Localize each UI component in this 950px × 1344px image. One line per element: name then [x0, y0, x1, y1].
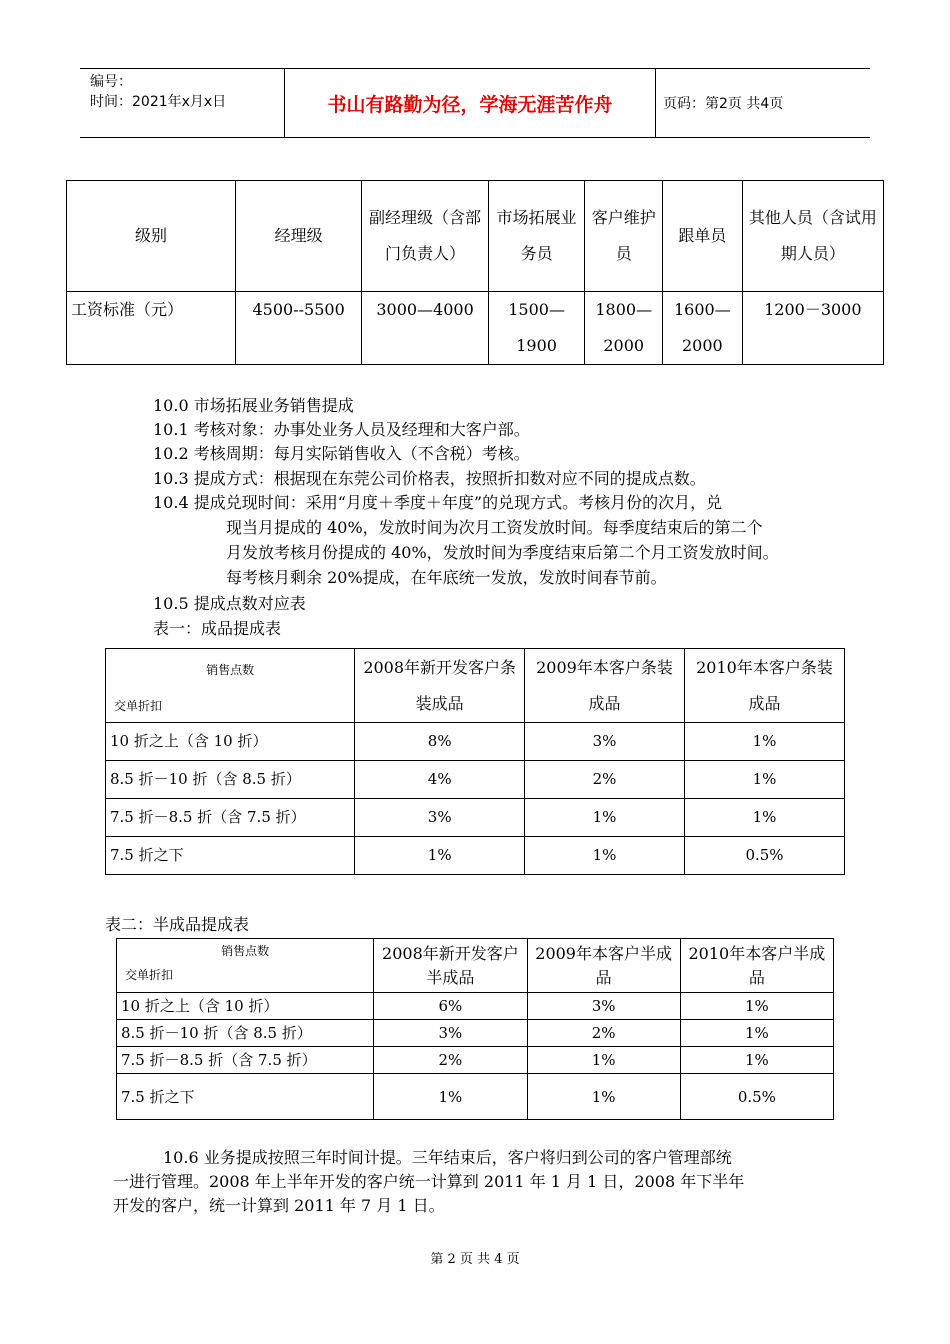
number-label: 编号：	[90, 74, 132, 90]
page-footer: 第 2 页 共 4 页	[430, 1252, 520, 1267]
table2-cell: 0.5%	[680, 1074, 833, 1120]
section-10-0: 10.0 市场拓展业务销售提成	[153, 396, 354, 415]
table1-cell: 3%	[525, 723, 685, 761]
salary-row-label: 工资标准（元）	[67, 292, 236, 365]
table1-corner-cell	[106, 649, 355, 723]
table1-cell: 8%	[355, 723, 525, 761]
section-10-2: 10.2 考核周期：每月实际销售收入（不含税）考核。	[153, 444, 530, 463]
section-10-4-line1: 10.4 提成兑现时间：采用“月度＋季度＋年度”的兑现方式。考核月份的次月，兑	[153, 493, 723, 512]
table-row	[117, 1047, 834, 1074]
table1-header-cell: 2008年新开发客户条装成品	[355, 649, 525, 723]
section-10-6-line2: 一进行管理。2008 年上半年开发的客户统一计算到 2011 年 1 月 1 日，2008 年下半年	[113, 1172, 745, 1191]
salary-value-cell: 1200－3000	[742, 292, 883, 365]
table-row	[117, 993, 834, 1020]
table2-row-label: 10 折之上（含 10 折）	[117, 993, 374, 1020]
table-row	[106, 761, 845, 799]
table-row	[117, 1074, 834, 1120]
table1-cell: 1%	[684, 761, 844, 799]
table2-corner-cell	[117, 939, 374, 993]
table2-row-label: 7.5 折－8.5 折（含 7.5 折）	[117, 1047, 374, 1074]
table1-cell: 3%	[355, 799, 525, 837]
salary-header-cell: 其他人员（含试用期人员）	[742, 181, 883, 292]
table1-header-cell: 2010年本客户条装成品	[684, 649, 844, 723]
salary-value-cell: 1600—2000	[662, 292, 742, 365]
table1-corner-top: 销售点数	[206, 663, 255, 677]
section-10-6-line3: 开发的客户，统一计算到 2011 年 7 月 1 日。	[113, 1196, 445, 1215]
commission-table-semi-finished	[116, 938, 834, 1120]
table2-cell: 2%	[527, 1020, 680, 1047]
table2-corner-top: 销售点数	[221, 944, 270, 958]
salary-value-cell: 1500—1900	[488, 292, 585, 365]
table2-row-label: 7.5 折之下	[117, 1074, 374, 1120]
table1-cell: 0.5%	[684, 837, 844, 875]
section-10-6-line1: 10.6 业务提成按照三年时间计提。三年结束后，客户将归到公司的客户管理部统	[163, 1148, 732, 1167]
table2-cell: 1%	[680, 993, 833, 1020]
section-10-1: 10.1 考核对象：办事处业务人员及经理和大客户部。	[153, 420, 530, 439]
table1-cell: 1%	[525, 837, 685, 875]
section-10-5: 10.5 提成点数对应表	[153, 594, 306, 613]
section-10-4-line4: 每考核月剩余 20%提成，在年底统一发放，发放时间春节前。	[226, 568, 667, 587]
table1-cell: 1%	[684, 799, 844, 837]
table2-cell: 1%	[374, 1074, 527, 1120]
salary-value-cell: 4500--5500	[235, 292, 361, 365]
table-row	[106, 837, 845, 875]
table2-header-cell: 2008年新开发客户半成品	[374, 939, 527, 993]
table2-cell: 1%	[527, 1074, 680, 1120]
table2-title: 表二：半成品提成表	[105, 915, 250, 934]
salary-header-cell: 副经理级（含部门负责人）	[362, 181, 488, 292]
table1-row-label: 8.5 折－10 折（含 8.5 折）	[106, 761, 355, 799]
section-10-4-line2: 现当月提成的 40%，发放时间为次月工资发放时间。每季度结束后的第二个	[226, 518, 763, 537]
commission-table-finished	[105, 648, 845, 875]
table2-cell: 1%	[527, 1047, 680, 1074]
header-meta	[80, 69, 285, 137]
salary-header-row	[67, 181, 884, 292]
table2-header-cell: 2010年本客户半成品	[680, 939, 833, 993]
table2-cell: 1%	[680, 1020, 833, 1047]
table-row	[106, 723, 845, 761]
salary-header-cell: 级别	[67, 181, 236, 292]
table-row	[106, 799, 845, 837]
date-label: 时间：2021年x月x日	[90, 94, 227, 110]
table1-row-label: 10 折之上（含 10 折）	[106, 723, 355, 761]
table2-header-row	[117, 939, 834, 993]
table2-cell: 1%	[680, 1047, 833, 1074]
table1-cell: 1%	[355, 837, 525, 875]
table1-header-row	[106, 649, 845, 723]
salary-value-row	[67, 292, 884, 365]
table2-header-cell: 2009年本客户半成品	[527, 939, 680, 993]
salary-header-cell: 跟单员	[662, 181, 742, 292]
table1-row-label: 7.5 折－8.5 折（含 7.5 折）	[106, 799, 355, 837]
table2-cell: 2%	[374, 1047, 527, 1074]
section-10-3: 10.3 提成方式：根据现在东莞公司价格表，按照折扣数对应不同的提成点数。	[153, 469, 706, 488]
table2-cell: 6%	[374, 993, 527, 1020]
table1-row-label: 7.5 折之下	[106, 837, 355, 875]
salary-table	[66, 180, 884, 365]
salary-header-cell: 市场拓展业务员	[488, 181, 585, 292]
table2-row-label: 8.5 折－10 折（含 8.5 折）	[117, 1020, 374, 1047]
table2-corner-bottom: 交单折扣	[125, 968, 174, 982]
table1-header-cell: 2009年本客户条装成品	[525, 649, 685, 723]
salary-header-cell: 客户维护员	[585, 181, 663, 292]
salary-value-cell: 1800—2000	[585, 292, 663, 365]
table1-corner-bottom: 交单折扣	[114, 699, 163, 713]
section-10-4-line3: 月发放考核月份提成的 40%，发放时间为季度结束后第二个月工资发放时间。	[226, 543, 779, 562]
table1-cell: 2%	[525, 761, 685, 799]
table-row	[117, 1020, 834, 1047]
table1-cell: 4%	[355, 761, 525, 799]
page-header	[80, 68, 870, 138]
table2-cell: 3%	[527, 993, 680, 1020]
table1-title: 表一：成品提成表	[153, 619, 282, 638]
salary-header-cell: 经理级	[235, 181, 361, 292]
table2-cell: 3%	[374, 1020, 527, 1047]
header-page-number: 页码：第2页 共4页	[663, 96, 784, 112]
salary-value-cell: 3000—4000	[362, 292, 488, 365]
table1-cell: 1%	[684, 723, 844, 761]
header-motto: 书山有路勤为径，学海无涯苦作舟	[285, 69, 656, 137]
table1-cell: 1%	[525, 799, 685, 837]
